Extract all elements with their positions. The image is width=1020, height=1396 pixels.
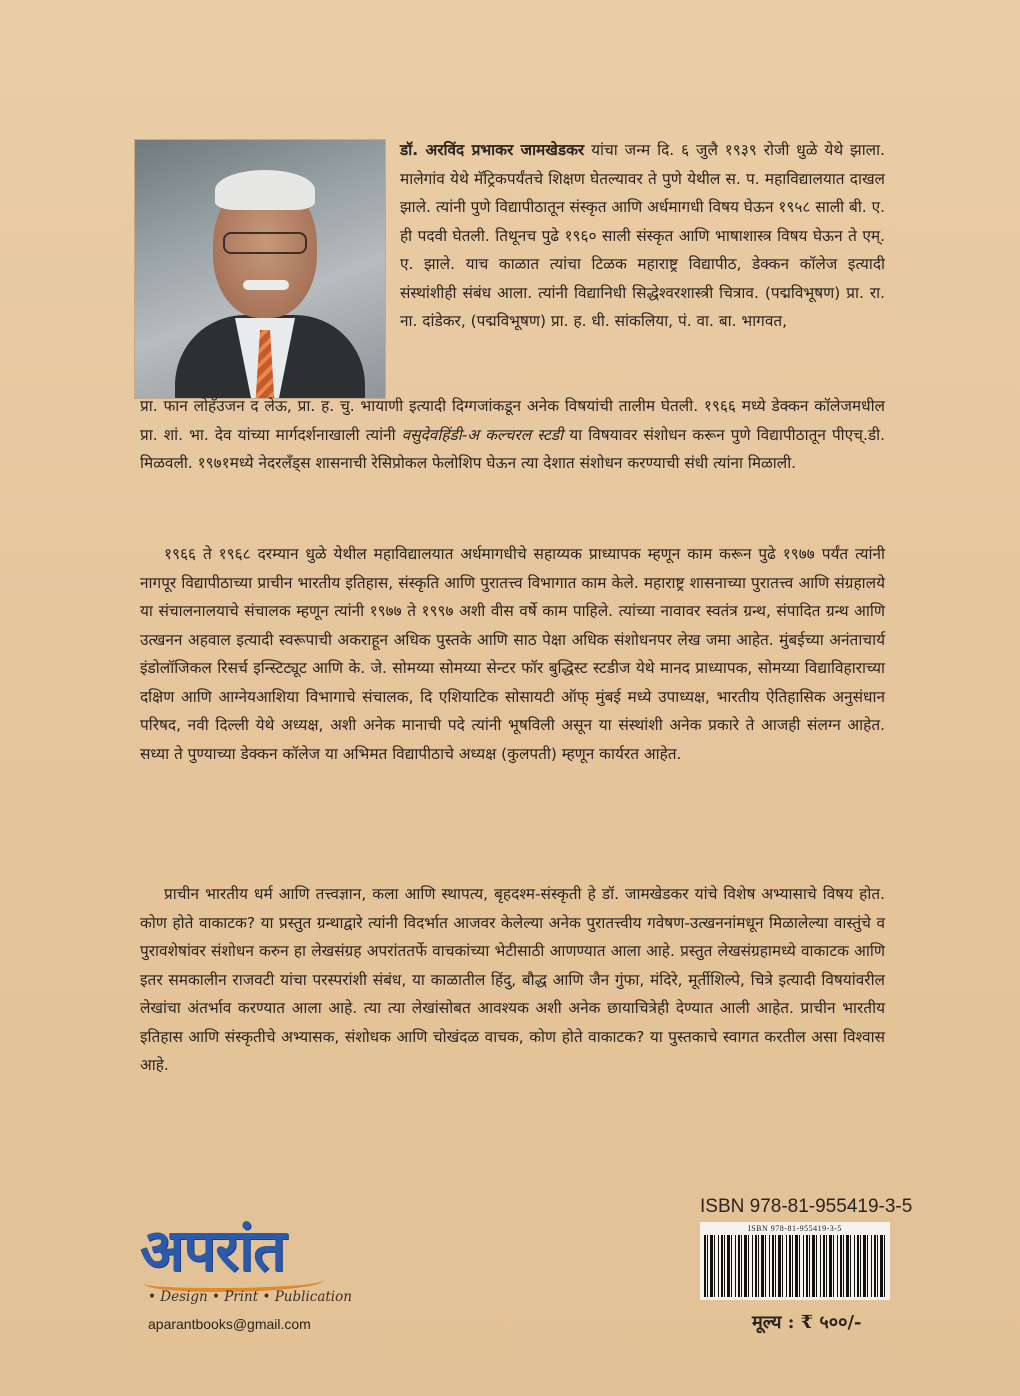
book-text: प्राचीन भारतीय धर्म आणि तत्त्वज्ञान, कला आणि स्थापत्य, बृहदश्म-संस्कृती हे डॉ. जामखेडकर यांचे विशेष अभ्यासाचे विषय होत. कोण होते वाकाटक? या प्रस्तुत ग्रन्थाद्वारे त्यांनी विदर्भात आजवर केलेल्या अनेक पुरातत्त्वीय गवेषण-उत्खननांमधून मिळालेल्या वास्तुंचे व पुरावशेषांवर संशोधन करुन हा लेखसंग्रह अपरांततर्फे वाचकांच्या भेटीसाठी आणण्यात आला आहे. प्रस्तुत लेखसंग्रहामध्ये वाकाटक आणि इतर समकालीन राजवटी यांचा परस्परांशी संबंध, या काळातील हिंदु, बौद्ध आणि जैन गुंफा, मंदिरे, मूर्तीशिल्पे, चित्रे इत्यादी विषयांवरील लेखांचा अंतर्भाव करण्यात आला आहे. त्या त्या लेखांसोबत आवश्यक अशी अनेक छायाचित्रेही देण्यात आली आहेत. प्राचीन भारतीय इतिहास आणि संस्कृतीचे अभ्यासक, संशोधक आणि चोखंदळ वाचक, कोण होते वाकाटक? या पुस्तकाचे स्वागत करतील असा विश्वास आहे. <box>140 885 885 1074</box>
price: मूल्य : ₹ ५००/- <box>752 1312 862 1333</box>
author-photo <box>135 140 385 398</box>
isbn-label: ISBN 978-81-955419-3-5 <box>700 1196 913 1217</box>
career-text: १९६६ ते १९६८ दरम्यान धुळे येथील महाविद्यालयात अर्धमागधीचे सहाय्यक प्राध्यापक म्हणून काम करून पुढे १९७७ पर्यंत त्यांनी नागपूर विद्यापीठाच्या प्राचीन भारतीय इतिहास, संस्कृति आणि पुरातत्त्व विभागात काम केले. महाराष्ट्र शासनाच्या पुरातत्त्व आणि संग्रहालये या संचालनालयाचे संचालक म्हणून त्यांनी १९७७ ते १९९७ अशी वीस वर्षे काम पाहिले. त्यांच्या नावावर स्वतंत्र ग्रन्थ, संपादित ग्रन्थ आणि उत्खनन अहवाल इत्यादी स्वरूपाची अकराहून अधिक पुस्तके आणि साठ पेक्षा अधिक संशोधनपर लेख जमा आहेत. मुंबईच्या अनंताचार्य इंडोलॉजिकल रिसर्च इन्स्टिट्यूट आणि के. जे. सोमय्या सोमय्या सेन्टर फॉर बुद्धिस्ट स्टडीज येथे मानद प्राध्यापक, सोमय्या विद्याविहाराच्या दक्षिण आणि आग्नेयआशिया विभागाचे संचालक, दि एशियाटिक सोसायटी ऑफ् मुंबई मध्ये उपाध्यक्ष, भारतीय ऐतिहासिक अनुसंधान परिषद, नवी दिल्ली येथे अध्यक्ष, अशी अनेक मानाची पदे त्यांनी भूषविली असून या संस्थांशी अनेक प्रकारे ते आजही संलग्न आहेत. सध्या ते पुण्याच्या डेक्कन कॉलेज या अभिमत विद्यापीठाचे अध्यक्ष (कुलपती) म्हणून कार्यरत आहेत. <box>140 545 885 763</box>
publisher-logo-text: अपरांत <box>140 1216 286 1284</box>
bio-side-text: यांचा जन्म दि. ६ जुलै १९३९ रोजी धुळे येथे झाला. मालेगांव येथे मॅट्रिकपर्यंतचे शिक्षण घेतल्यावर ते पुणे येथील स. प. महाविद्यालयात दाखल झाले. त्यांनी पुणे विद्यापीठातून संस्कृत आणि अर्धमागधी विषय घेऊन १९५८ साली बी. ए. ही पदवी घेतली. तिथूनच पुढे १९६० साली संस्कृत आणि भाषाशास्त्र विषय घेऊन ते एम्. ए. झाले. याच काळात त्यांचा टिळक महाराष्ट्र विद्यापीठ, डेक्कन कॉलेज इत्यादी संस्थांशीही संबंध आला. त्यांनी विद्यानिधी सिद्धेश्वरशास्त्री चित्राव. (पद्मविभूषण) प्रा. रा. ना. दांडेकर, (पद्मविभूषण) प्रा. ह. धी. सांकलिया, पं. वा. बा. भागवत, <box>400 141 885 330</box>
publisher-email: aparantbooks@gmail.com <box>148 1316 311 1332</box>
bio-full-paragraph <box>140 392 885 478</box>
barcode-bars-icon <box>704 1235 886 1297</box>
bio-text-a: प्रा. फान लोहॅउजन द लेऊ, प्रा. ह. चु. भायाणी इत्यादी दिग्गजांकडून अनेक विषयांची तालीम घेतली. १९६६ मध्ये डेक्कन कॉलेजमधील प्रा. शां. भा. देव यांच्या मार्गदर्शनाखाली त्यांनी <box>140 397 885 444</box>
thesis-title: वसुदेवहिंडी-अ कल्चरल स्टडी <box>401 425 564 444</box>
author-name: डॉ. अरविंद प्रभाकर जामखेडकर <box>400 141 585 159</box>
bio-side-paragraph <box>400 136 885 336</box>
barcode <box>700 1222 890 1300</box>
publisher-logo <box>140 1208 370 1298</box>
career-paragraph <box>140 540 885 768</box>
book-paragraph <box>140 880 885 1080</box>
barcode-text: ISBN 978-81-955419-3-5 <box>748 1224 842 1233</box>
publisher-tagline: • Design • Print • Publication <box>148 1289 352 1305</box>
bio-text-b: या विषयावर संशोधन करून पुणे विद्यापीठातून पीएच्.डी. मिळवली. १९७१मध्ये नेदरलँड्स शासनाची रेसिप्रोकल फेलोशिप घेऊन त्या देशात संशोधन करण्याची संधी त्यांना मिळाली. <box>140 425 885 472</box>
